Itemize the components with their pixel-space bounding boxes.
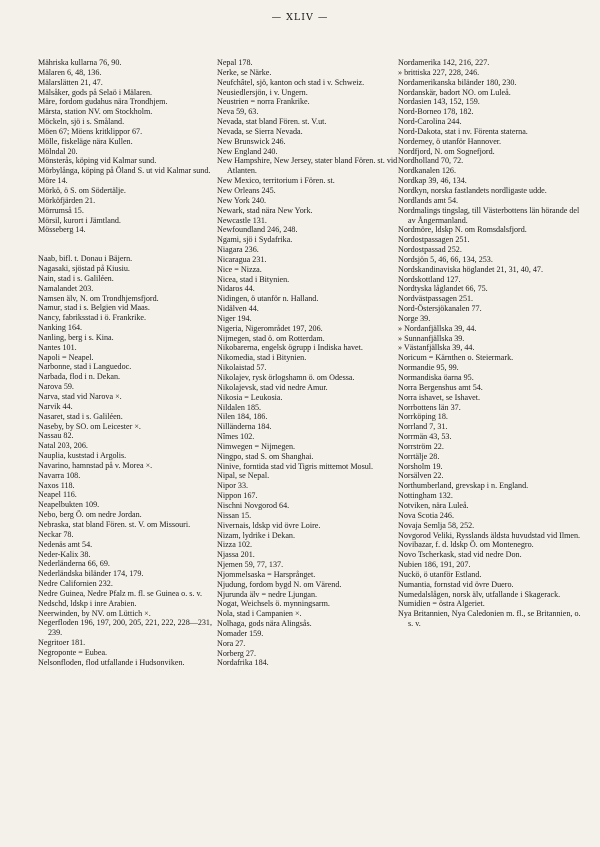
index-entry: Mölndal 20. xyxy=(38,146,78,156)
index-entry: Nebraska, stat bland Fören. st. V. om Missouri. xyxy=(38,519,191,529)
index-entry: Nikolaistad 57. xyxy=(217,363,267,373)
index-entry: Nederländerna 66, 69. xyxy=(38,559,110,569)
index-entry: Northumberland, grevskap i n. England. xyxy=(398,481,529,491)
index-entry: Namsen älv, N. om Trondhjemsfjord. xyxy=(38,293,159,303)
index-entry: New Hampshire, New Jersey, stater bland Fören. st. vid Atlanten. xyxy=(217,156,398,176)
index-entry: Naseby, by SO. om Leicester ×. xyxy=(38,421,141,431)
index-entry: Nanling, berg i s. Kina. xyxy=(38,332,114,342)
index-entry: Nord-Östersjökanalen 77. xyxy=(398,304,482,314)
index-entry: Nauplia, kuststad i Argolis. xyxy=(38,451,127,461)
index-entry: Neufchâtel, sjö, kanton och stad i v. Schweiz. xyxy=(217,77,365,87)
index-entry: Mähriska kullarna 76, 90. xyxy=(38,58,122,67)
index-entry: Narbada, flod i n. Dekan. xyxy=(38,372,121,382)
index-entry: Normandie 95, 99. xyxy=(398,363,459,373)
index-entry: » Sunnanfjällska 39. xyxy=(398,333,465,343)
index-entry: Normandiska öarna 95. xyxy=(398,373,474,382)
index-entry: Negerfloden 196, 197, 200, 205, 221, 222, 228—231, 239. xyxy=(38,618,212,638)
index-entry: Narvik 44. xyxy=(38,401,73,411)
index-entry: Nidaros 44. xyxy=(217,284,255,294)
index-entry: Norsälven 22. xyxy=(398,471,444,481)
index-entry: Nubien 186, 191, 207. xyxy=(398,560,471,570)
index-entry: Nidälven 44. xyxy=(217,304,259,314)
index-entry: Nippon 167. xyxy=(217,491,258,501)
index-entry: Märe, fordom gudahus nära Trondhjem. xyxy=(38,97,168,107)
index-entry: Neva 59, 63. xyxy=(217,107,259,117)
index-entry: Norrmän 43, 53. xyxy=(398,432,452,442)
index-entry: Nissan 15. xyxy=(217,510,252,520)
index-entry: Nevada, se Sierra Nevada. xyxy=(217,126,303,136)
section-spacer xyxy=(38,235,226,254)
index-entry: Nikomedia, stad i Bitynien. xyxy=(217,353,307,363)
index-entry: Ninive, forntida stad vid Tigris mittemot Mosul. xyxy=(217,461,374,471)
index-entry: Nagasaki, sjöstad på Kiusiu. xyxy=(38,264,130,274)
index-entry: Nedre Guinea, Nedre Pfalz m. fl. se Guinea o. s. v. xyxy=(38,588,202,598)
index-entry: Nuckö, ö utanför Estland. xyxy=(398,569,482,579)
index-entry: Novaja Semlja 58, 252. xyxy=(398,520,475,530)
index-entry: » Västanfjällska 39, 44. xyxy=(398,343,475,353)
index-entry: Numidien = östra Algeriet. xyxy=(398,599,485,609)
index-entry: Nord-Carolina 244. xyxy=(398,117,462,127)
page-number: — XLIV — xyxy=(271,12,329,23)
index-column-2 xyxy=(217,58,405,668)
index-entry: Nantes 101. xyxy=(38,342,77,352)
index-entry: Niger 194. xyxy=(217,313,252,323)
index-entry: Nebo, berg Ö. om nedre Jordan. xyxy=(38,510,142,520)
index-entry: Nerke, se Närke. xyxy=(217,67,272,77)
index-entry: Narva, stad vid Narova ×. xyxy=(38,392,122,401)
index-entry: Nikolajev, rysk örlogshamn ö. om Odessa. xyxy=(217,373,355,382)
index-entry: Newfoundland 246, 248. xyxy=(217,225,298,235)
index-entry: Numedalslågen, norsk älv, utfallande i Skagerack. xyxy=(398,589,561,599)
index-entry: Nottingham 132. xyxy=(398,491,453,501)
index-entry: Noricum = Kärnthen o. Steiermark. xyxy=(398,353,514,363)
index-entry: Mönsterås, köping vid Kalmar sund. xyxy=(38,156,157,166)
index-entry: Nordostpassagen 251. xyxy=(398,235,470,245)
index-entry: Nipor 33. xyxy=(217,481,249,491)
index-entry: New York 240. xyxy=(217,195,267,205)
index-entry: Nordafrika 184. xyxy=(217,658,269,668)
index-entry: Nikolajevsk, stad vid nedre Amur. xyxy=(217,382,328,392)
index-entry: Norrland 7, 31. xyxy=(398,422,448,432)
index-entry: Nordmöre, ldskp N. om Romsdalsfjord. xyxy=(398,225,527,235)
index-entry: Nidingen, ö utanför n. Halland. xyxy=(217,294,319,304)
index-entry: Norderney, ö utanför Hannover. xyxy=(398,136,502,146)
index-entry: Nordskandinaviska höglandet 21, 31, 40, 47. xyxy=(398,264,543,274)
index-entry: Mälarslätten 21, 47. xyxy=(38,77,103,87)
index-entry: Möen 67; Möens kritklippor 67. xyxy=(38,126,143,136)
index-entry: » brittiska 227, 228, 246. xyxy=(398,67,480,77)
index-entry: Norrström 22. xyxy=(398,441,444,451)
index-entry: Norsholm 19. xyxy=(398,461,443,471)
index-entry: Numantia, fornstad vid övre Duero. xyxy=(398,579,514,589)
index-entry: Neerwinden, by NV. om Lüttich ×. xyxy=(38,608,151,618)
index-entry: Nevada, stat bland Fören. st. V.ut. xyxy=(217,117,327,127)
index-entry: Nederländska biländer 174, 179. xyxy=(38,569,144,579)
index-entry: Nijmegen, stad ö. om Rotterdam. xyxy=(217,333,325,343)
index-entry: Norrtälje 28. xyxy=(398,451,440,461)
index-entry: Nedre Californien 232. xyxy=(38,579,113,589)
index-entry: Nordkap 39, 46, 134. xyxy=(398,176,467,186)
index-entry: Negritoer 181. xyxy=(38,638,86,648)
index-entry: New Mexico, territorium i Fören. st. xyxy=(217,176,335,186)
index-entry: Norra Bergenshus amt 54. xyxy=(398,382,483,392)
index-entry: Nordskottland 127. xyxy=(398,274,461,284)
index-entry: Naxos 118. xyxy=(38,480,75,490)
index-entry: Nedenäs amt 54. xyxy=(38,539,93,549)
index-entry: Norge 39. xyxy=(398,313,431,323)
index-entry: Naab, bifl. t. Donau i Bäjern. xyxy=(38,254,133,264)
index-entry: New Orleans 245. xyxy=(217,185,276,195)
index-entry: Mälsåker, gods på Selaö i Mälaren. xyxy=(38,87,153,97)
index-entry: Novo Tscherkask, stad vid nedre Don. xyxy=(398,550,522,560)
index-entry: Nordtyska låglandet 66, 75. xyxy=(398,284,488,294)
index-entry: Mälaren 6, 48, 136. xyxy=(38,67,102,77)
index-entry: Nigeria, Nigerområdet 197, 206. xyxy=(217,323,323,333)
index-entry: Nogat, Weichsels ö. mynningsarm. xyxy=(217,599,330,609)
index-entry: Nischni Novgorod 64. xyxy=(217,500,290,510)
index-entry: Nordostpassad 252. xyxy=(398,245,462,255)
index-entry: Natal 203, 206. xyxy=(38,441,88,451)
index-column-3 xyxy=(398,58,586,629)
index-entry: Neckar 78. xyxy=(38,529,74,539)
index-entry: Mörrumså 15. xyxy=(38,205,84,215)
index-entry: Nasaret, stad i s. Galiléen. xyxy=(38,411,123,421)
index-entry: Newcastle 131. xyxy=(217,215,267,225)
index-entry: Njurunda älv = nedre Ljungan. xyxy=(217,589,318,599)
index-entry: Mölle, fiskeläge nära Kullen. xyxy=(38,136,133,146)
index-entry: Njassa 201. xyxy=(217,550,255,560)
index-entry: Märsta, station NV. om Stockholm. xyxy=(38,107,153,117)
index-entry: Möckeln, sjö i s. Småland. xyxy=(38,117,125,127)
index-entry: Mörköfjärden 21. xyxy=(38,195,96,205)
index-entry: Nice = Nizza. xyxy=(217,264,262,274)
index-entry: Nordlands amt 54. xyxy=(398,195,459,205)
index-entry: Nelsonfloden, flod utfallande i Hudsonviken. xyxy=(38,657,185,667)
index-entry: Norberg 27. xyxy=(217,648,256,658)
index-entry: Notviken, nära Luleå. xyxy=(398,500,469,510)
index-entry: Navarino, hamnstad på v. Morea ×. xyxy=(38,460,153,470)
index-entry: Nikobarerna, engelsk ögrupp i Indiska havet. xyxy=(217,343,363,353)
index-entry: Nicea, stad i Bitynien. xyxy=(217,274,290,284)
index-entry: Novibazar, f. d. ldskp Ö. om Montenegro. xyxy=(398,540,534,550)
index-entry: Nordmalings tingslag, till Västerbottens län hörande del av Ångermanland. xyxy=(398,205,580,225)
index-entry: Nomader 159. xyxy=(217,628,264,638)
index-entry: Norrköping 18. xyxy=(398,412,448,422)
index-entry: Nicaragua 231. xyxy=(217,254,267,264)
index-entry: Nilen 184, 186. xyxy=(217,412,268,422)
index-entry: Namalandet 203. xyxy=(38,283,94,293)
index-entry: » Nordanfjällska 39, 44. xyxy=(398,323,477,333)
index-entry: Nordamerikanska biländer 180, 230. xyxy=(398,77,517,87)
index-entry: Nedschd, ldskp i inre Arabien. xyxy=(38,598,137,608)
index-entry: Nizza 102. xyxy=(217,540,253,550)
index-entry: Napoli = Neapel. xyxy=(38,352,94,362)
index-entry: Nordkanalen 126. xyxy=(398,166,456,176)
index-entry: Nimwegen = Nijmegen. xyxy=(217,441,296,451)
index-entry: Nordanskär, badort NO. om Luleå. xyxy=(398,87,511,97)
index-entry: Nordamerika 142, 216, 227. xyxy=(398,58,490,67)
index-entry: Nipal, se Nepal. xyxy=(217,471,270,481)
index-entry: Nordholland 70, 72. xyxy=(398,156,464,166)
index-entry: Neapelbukten 109. xyxy=(38,500,100,510)
index-entry: Nivernais, ldskp vid övre Loire. xyxy=(217,520,321,530)
index-column-1 xyxy=(38,58,226,668)
index-entry: Nordkyn, norska fastlandets nordligaste udde. xyxy=(398,185,547,195)
index-entry: Neusiedlersjön, i v. Ungern. xyxy=(217,87,308,97)
index-entry: Neder-Kalix 38. xyxy=(38,549,91,559)
index-entry: Narbonne, stad i Languedoc. xyxy=(38,362,132,372)
index-entry: Nancy, fabriksstad i ö. Frankrike. xyxy=(38,313,147,323)
index-entry: Negroponte = Eubea. xyxy=(38,647,108,657)
index-entry: Mörbylånga, köping på Öland S. ut vid Kalmar sund. xyxy=(38,166,211,176)
index-entry: Nya Britannien, Nya Caledonien m. fl., se Britannien, o. s. v. xyxy=(398,609,581,629)
index-entry: Ningpo, stad S. om Shanghai. xyxy=(217,451,314,461)
index-entry: Nanking 164. xyxy=(38,323,83,333)
index-entry: Nilländerna 184. xyxy=(217,422,272,432)
index-entry: Nord-Borneo 178, 182. xyxy=(398,107,474,117)
index-entry: Nîmes 102. xyxy=(217,432,255,442)
index-entry: Nizam, lydrike i Dekan. xyxy=(217,530,295,540)
index-entry: Norrbottens län 37. xyxy=(398,402,461,412)
index-entry: Nikosia = Leukosia. xyxy=(217,392,283,402)
index-entry: Nolhaga, gods nära Alingsås. xyxy=(217,619,312,629)
index-entry: New Brunswick 246. xyxy=(217,136,286,146)
index-entry: Nord-Dakota, stat i nv. Förenta staterna. xyxy=(398,126,528,136)
index-entry: Nordsjön 5, 46, 66, 134, 253. xyxy=(398,254,493,264)
index-entry: Nassau 82. xyxy=(38,431,74,441)
index-entry: Novgorod Veliki, Rysslands äldsta huvudstad vid Ilmen. xyxy=(398,530,581,540)
index-entry: Mösseberg 14. xyxy=(38,225,86,235)
index-entry: Neustrien = norra Frankrike. xyxy=(217,97,310,107)
index-entry: Norra ishavet, se Ishavet. xyxy=(398,392,481,402)
index-entry: Njudung, fordom bygd N. om Värend. xyxy=(217,579,342,589)
index-entry: New England 240. xyxy=(217,146,278,156)
index-entry: Nain, stad i s. Galiléen. xyxy=(38,273,114,283)
index-entry: Mörsil, kurort i Jämtland. xyxy=(38,215,121,225)
index-entry: Narova 59. xyxy=(38,382,74,392)
index-entry: Nildalen 185. xyxy=(217,402,262,412)
index-entry: Niagara 236. xyxy=(217,245,259,255)
index-entry: Neapel 116. xyxy=(38,490,77,500)
index-entry: Newark, stad nära New York. xyxy=(217,205,313,215)
index-entry: Nordvästpassagen 251. xyxy=(398,294,474,304)
index-entry: Namur, stad i s. Belgien vid Maas. xyxy=(38,303,150,313)
index-entry: Navarra 108. xyxy=(38,470,81,480)
index-entry: Nora 27. xyxy=(217,638,246,648)
index-entry: Möre 14. xyxy=(38,176,68,186)
index-entry: Nordfjord, N. om Sognefjord. xyxy=(398,146,495,156)
index-entry: Mörkö, ö S. om Södertälje. xyxy=(38,185,126,195)
index-entry: Njemen 59, 77, 137. xyxy=(217,560,284,570)
index-entry: Nordasien 143, 152, 159. xyxy=(398,97,480,107)
index-entry: Nova Scotia 246. xyxy=(398,510,454,520)
index-entry: Njommelsaska = Harsprånget. xyxy=(217,569,316,579)
index-entry: Nola, stad i Campanien ×. xyxy=(217,609,302,619)
index-entry: Nepal 178. xyxy=(217,58,253,67)
index-entry: Ngami, sjö i Sydafrika. xyxy=(217,235,293,245)
